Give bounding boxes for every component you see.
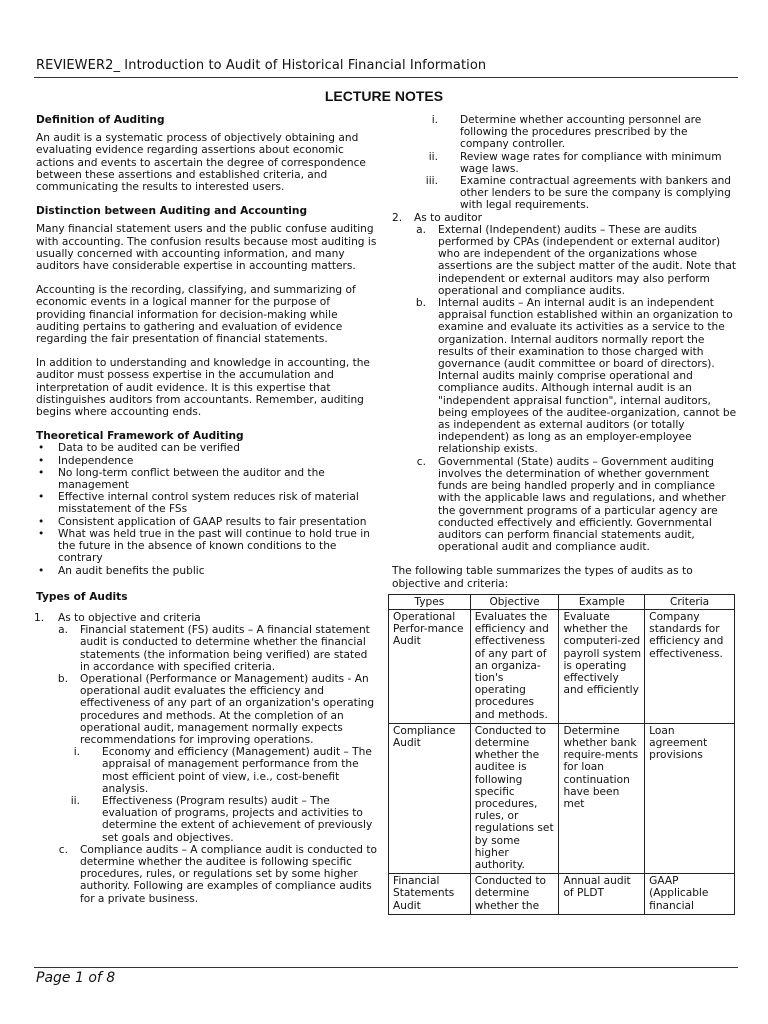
list-item-fs-audit [36,624,380,673]
column-header: Types [389,594,471,609]
right-column [392,114,738,915]
list-roman: i. [73,746,80,759]
list-letter: c. [58,843,68,856]
list-text: As to auditor [414,211,483,224]
column-header: Objective [470,594,559,609]
list-letter: b. [415,297,426,310]
table-cell: Determine whether bank require-ments for loan continuation have been met [559,723,645,873]
list-text: Compliance audits – A compliance audit is conducted to determine whether the auditee is following specific procedures, rules, or regulations set by some higher authority. Following are examples of compliance audits for a private business. [80,843,377,905]
list-text: Internal audits – An internal audit is an independent appraisal function established within an organization to examine and evaluate its activities as a service to the organization. Internal auditors normally report the results of their examination to those charged with governance (audit committee or board of directors). Internal audits mainly comprise operational and compliance audits. Although internal audit is an "independent appraisal function", internal auditors, being employees of the auditee-organization, cannot be as independent as external auditors (or totally independent) as long as an employer-employee relationship exists. [438,297,737,456]
framework-item: • Consistent application of GAAP results to fair presentation [36,516,380,528]
list-letter: a. [58,624,68,637]
framework-list [36,442,380,576]
framework-item: • An audit benefits the public [36,565,380,577]
footer-divider [34,967,738,968]
table-cell: Company standards for efficiency and effectiveness. [645,609,735,723]
list-number: 1. [34,611,45,624]
list-item-compliance-example-3 [392,175,738,212]
table-cell: Compliance Audit [389,723,471,873]
list-text: Operational (Performance or Management) audits - An operational audit evaluates the efficiency and effectiveness of any part of an organization's operating procedures and methods. At the completion of an operational audit, management normally expects recommendations for improving operations. [80,672,375,746]
list-item-as-to-auditor [392,212,738,224]
list-roman: i. [431,114,438,126]
table-row [389,723,735,873]
list-item-effectiveness [36,795,380,844]
list-roman: iii. [425,175,438,188]
list-item-economy-efficiency [36,746,380,795]
list-number: 2. [392,211,403,224]
left-column [36,114,380,905]
table-cell: Financial Statements Audit [389,874,471,915]
framework-heading: Theoretical Framework of Auditing [36,430,244,443]
distinction-paragraph-1: Many financial statement users and the public confuse auditing with accounting. The confusion results because most auditing is usually concerned with accounting information, and many auditors have considerable expertise in accounting matters. [36,223,377,273]
list-item-compliance-audit [36,844,380,905]
list-item-operational-audit [36,673,380,746]
framework-item: • Effective internal control system reduces risk of material misstatement of the FSs [36,491,380,515]
distinction-heading: Distinction between Auditing and Accounting [36,205,308,218]
page-number: Page 1 of 8 [36,970,116,986]
list-text: Review wage rates for compliance with minimum wage laws. [460,150,722,175]
list-text: As to objective and criteria [58,611,201,624]
list-item-internal-audit [392,297,738,456]
framework-item: • Data to be audited can be verified [36,442,380,454]
list-text: Financial statement (FS) audits – A financial statement audit is conducted to determine whether the financial statements (the information being verified) are stated in accordance with specified criteria. [80,624,370,673]
table-cell: Annual audit of PLDT [559,874,645,915]
distinction-paragraph-3: In addition to understanding and knowledge in accounting, the auditor must possess expertise in the accumulation and interpretation of audit evidence. It is this expertise that distinguishes auditors from accountants. Remember, auditing begins where accounting ends. [36,357,370,419]
table-cell: GAAP (Applicable financial [645,874,735,915]
list-text: Effectiveness (Program results) audit – The evaluation of programs, projects and activities to determine the extent of achievement of previously set goals and objectives. [102,794,373,844]
table-cell: Loan agreement provisions [645,723,735,873]
page-title: LECTURE NOTES [324,88,444,104]
table-cell: Conducted to determine whether the auditee is following specific procedures, rules, or regulations set by some higher authority. [470,723,559,873]
audit-types-table [388,594,735,915]
table-cell: Conducted to determine whether the [470,874,559,915]
list-item-compliance-example-1 [392,114,738,151]
list-text: Determine whether accounting personnel are following the procedures prescribed by the company controller. [460,114,702,151]
list-letter: c. [416,455,426,468]
table-row [389,874,735,915]
column-header: Example [559,594,645,609]
list-roman: ii. [428,150,438,163]
table-intro: The following table summarizes the types of audits as to objective and criteria: [392,565,693,590]
list-item-objective-criteria [36,612,380,624]
table-cell: Evaluate whether the computeri-zed payroll system is operating effectively and efficiently [559,609,645,723]
types-heading: Types of Audits [36,590,128,603]
list-item-governmental-audit [392,456,738,554]
column-header: Criteria [645,594,735,609]
table-cell: Evaluates the efficiency and effectiveness of any part of an organiza-tion's operating procedures and methods. [470,609,559,723]
list-letter: b. [57,672,68,685]
header-divider [34,77,738,78]
list-roman: ii. [70,794,80,807]
definition-text: An audit is a systematic process of objectively obtaining and evaluating evidence regarding assertions about economic actions and events to ascertain the degree of correspondence between these assertions and established criteria, and communicating the results to interested users. [36,132,366,194]
list-text: Economy and efficiency (Management) audit – The appraisal of management performance from the most efficient point of view, i.e., cost-benefit analysis. [102,746,372,795]
table-cell: Operational Perfor-mance Audit [389,609,471,723]
framework-item: • No long-term conflict between the auditor and the management [36,467,380,491]
table-header-row [389,594,735,609]
list-text: External (Independent) audits – These are audits performed by CPAs (independent or external auditor) who are independent of the organizations whose assertions are the subject matter of the audit. Note that independent or external auditors may also perform operational and compliance audits. [438,223,737,297]
framework-item: • Independence [36,455,380,467]
list-text: Examine contractual agreements with bankers and other lenders to be sure the company is complying with legal requirements. [460,175,732,212]
list-item-external-audit [392,224,738,297]
table-row [389,609,735,723]
document-header: REVIEWER2_ Introduction to Audit of Historical Financial Information [36,58,487,73]
list-letter: a. [416,223,426,236]
framework-item: • What was held true in the past will continue to hold true in the future in the absence of known conditions to the contrary [36,528,380,565]
list-item-compliance-example-2 [392,151,738,175]
distinction-paragraph-2: Accounting is the recording, classifying, and summarizing of economic events in a logical manner for the purpose of providing financial information for decision-making while auditing pertains to gathering and evaluation of evidence regarding the fair presentation of financial statements. [36,284,356,346]
list-text: Governmental (State) audits – Government auditing involves the determination of whether government funds are being handled properly and in compliance with the applicable laws and regulations, and whether the government programs of a particular agency are conducted effectively and efficiently. Governmental auditors can perform financial statements audit, operational audit and compliance audit. [438,455,726,554]
definition-heading: Definition of Auditing [36,114,165,126]
